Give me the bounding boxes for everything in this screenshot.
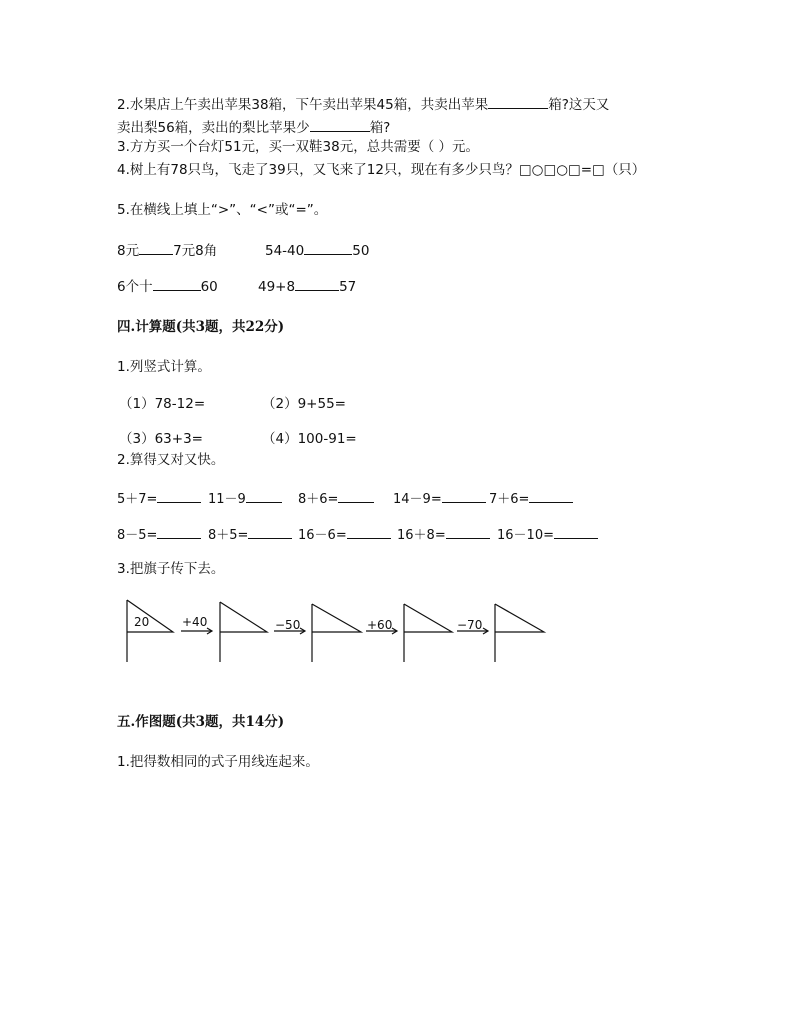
question-text: 2.水果店上午卖出苹果38箱，下午卖出苹果45箱，共卖出苹果: [117, 97, 489, 113]
compare-row-1b: [265, 240, 369, 260]
question-5: 5.在横线上填上“>”、“<”或“=”。: [117, 202, 328, 218]
arith-expr: 5＋7=: [117, 492, 158, 507]
arith-expr: 8＋6=: [298, 492, 339, 507]
answer-blank[interactable]: [157, 524, 201, 539]
answer-blank[interactable]: [529, 488, 573, 503]
answer-blank[interactable]: [153, 276, 201, 291]
compare-left: 8元: [117, 243, 140, 259]
vertical-calc-item: （3）63+3=: [119, 431, 203, 447]
compare-row-2: [117, 276, 218, 296]
flag-chain-svg: [117, 596, 557, 668]
question-3: 3.方方买一个台灯51元，买一双鞋38元，总共需要（ ）元。: [117, 139, 480, 155]
compare-row-2b: [258, 276, 356, 296]
compare-right: 7元8角: [173, 243, 218, 259]
arith-item: [298, 524, 391, 543]
arith-expr: 16＋8=: [397, 528, 446, 543]
answer-blank[interactable]: [338, 488, 374, 503]
vertical-calc-item: （2）9+55=: [262, 396, 346, 412]
flag-shape: [220, 602, 267, 662]
answer-blank[interactable]: [139, 240, 173, 255]
arith-expr: 7＋6=: [489, 492, 530, 507]
answer-blank[interactable]: [295, 276, 339, 291]
compare-left: 54-40: [265, 243, 305, 259]
arith-item: [397, 524, 490, 543]
arith-item: [117, 524, 201, 543]
answer-blank[interactable]: [347, 524, 391, 539]
flag-shape: [312, 604, 361, 662]
section-4-heading: 四.计算题(共3题，共22分): [117, 319, 285, 335]
arith-expr: 11－9: [208, 492, 246, 507]
arith-expr: 8－5=: [117, 528, 158, 543]
flag-op-label: +60: [367, 618, 393, 632]
question-text: 箱?这天又: [548, 97, 610, 113]
answer-blank[interactable]: [488, 94, 548, 109]
arith-item: [117, 488, 201, 507]
flag-start-value: 20: [134, 615, 150, 629]
answer-blank[interactable]: [248, 524, 292, 539]
compare-left: 6个十: [117, 279, 153, 295]
arith-item: [393, 488, 486, 507]
answer-blank[interactable]: [246, 488, 282, 503]
section-4-question-3: 3.把旗子传下去。: [117, 561, 225, 577]
question-2-line-1: [117, 94, 609, 114]
arith-expr: 14－9=: [393, 492, 442, 507]
vertical-calc-item: （1）78-12=: [119, 396, 206, 412]
question-4: 4.树上有78只鸟，飞走了39只，又飞来了12只，现在有多少只鸟？□○□○□=□（只）: [117, 162, 646, 178]
arith-item: [298, 488, 374, 507]
flag-shape: [404, 604, 452, 662]
flag-shape: [127, 600, 173, 662]
answer-blank[interactable]: [446, 524, 490, 539]
arith-expr: 16－6=: [298, 528, 347, 543]
question-text: 卖出梨56箱，卖出的梨比苹果少: [117, 120, 310, 136]
vertical-calc-item: （4）100-91=: [262, 431, 357, 447]
section-5-question-1: 1.把得数相同的式子用线连起来。: [117, 754, 319, 770]
question-text: 箱?: [369, 120, 391, 136]
arith-expr: 8＋5=: [208, 528, 249, 543]
section-5-heading: 五.作图题(共3题，共14分): [117, 714, 285, 730]
flag-op-label: −50: [275, 618, 301, 632]
answer-blank[interactable]: [304, 240, 352, 255]
arith-expr: 16－10=: [497, 528, 554, 543]
arith-item: [497, 524, 598, 543]
answer-blank[interactable]: [310, 117, 370, 132]
section-4-question-2: 2.算得又对又快。: [117, 452, 225, 468]
arith-item: [208, 488, 282, 507]
section-4-question-1: 1.列竖式计算。: [117, 359, 211, 375]
compare-right: 57: [339, 279, 357, 295]
compare-left: 49+8: [258, 279, 296, 295]
compare-right: 50: [352, 243, 370, 259]
arith-item: [208, 524, 292, 543]
flag-chain-diagram: [117, 596, 557, 668]
compare-row-1: [117, 240, 217, 260]
answer-blank[interactable]: [442, 488, 486, 503]
answer-blank[interactable]: [157, 488, 201, 503]
flag-shape: [495, 604, 544, 662]
arith-item: [489, 488, 573, 507]
question-2-line-2: [117, 117, 390, 137]
flag-op-label: +40: [182, 615, 208, 629]
compare-right: 60: [200, 279, 218, 295]
flag-op-label: −70: [457, 618, 483, 632]
answer-blank[interactable]: [554, 524, 598, 539]
